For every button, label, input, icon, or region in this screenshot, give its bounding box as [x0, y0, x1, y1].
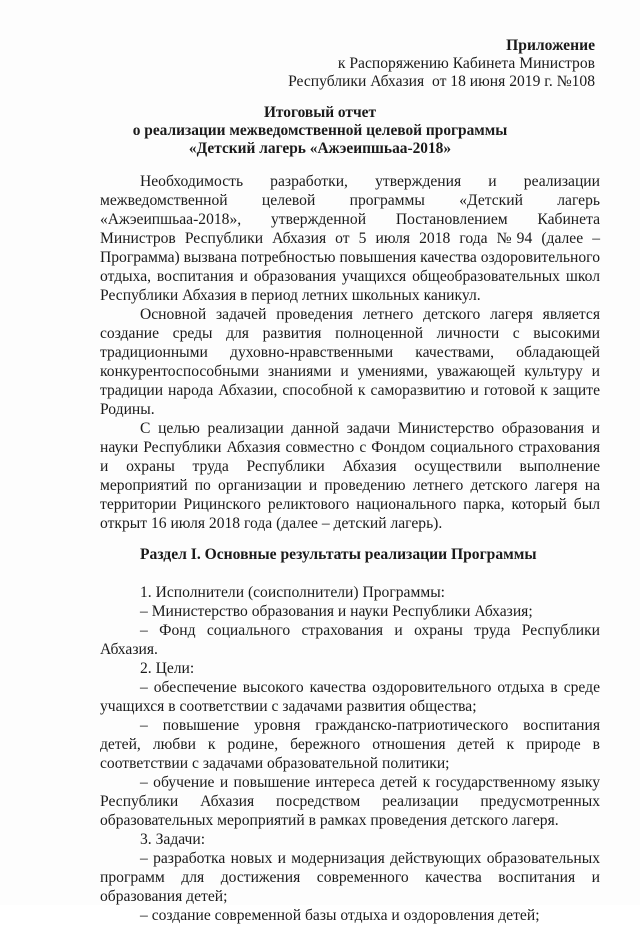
document-title — [60, 104, 580, 158]
appendix-line-2: Республики Абхазия от 18 июня 2019 г. №108 — [288, 73, 595, 90]
appendix-line-1: к Распоряжению Кабинета Министров — [337, 55, 595, 72]
title-line-2: о реализации межведомственной целевой программы — [132, 122, 508, 139]
item-3-heading: 3. Задачи: — [140, 831, 206, 848]
section-heading: Раздел I. Основные результаты реализации Программы — [140, 546, 537, 563]
appendix-header — [288, 37, 595, 91]
title-line-3: «Детский лагерь «Ажэеипшьаа-2018» — [188, 140, 452, 157]
item-1-heading: 1. Исполнители (соисполнители) Программы: — [140, 584, 445, 601]
item-3-entry: – создание современной базы отдыха и оздоровления детей; — [140, 907, 540, 924]
title-line-1: Итоговый отчет — [263, 104, 377, 121]
item-2-entry: – повышение уровня гражданско-патриотического воспитания детей, любви к родине, бережного отношения детей к природе в соответствии с задачами образовательной политики; — [100, 717, 600, 772]
item-2-entry: – обеспечение высокого качества оздоровительного отдыха в среде учащихся в соответствии с задачами развития общества; — [100, 679, 600, 715]
item-1-entry: – Министерство образования и науки Республики Абхазия; — [140, 603, 533, 620]
item-1-entry: – Фонд социального страхования и охраны труда Республики Абхазия. — [100, 622, 600, 658]
paragraph-intro: Необходимость разработки, утверждения и реализации межведомственной целевой программы «Детский лагерь «Ажэеипшьаа-2018», утвержденной Постановлением Кабинета Министров Республики Абхазия от 5 июля 2018 года №94 (далее – Программа) вызвана потребностью повышения качества оздоровительного отдыха, воспитания и образования учащихся общеобразовательных школ Республики Абхазия в период летних школьных каникул. — [100, 173, 600, 304]
paragraph-implementation: С целью реализации данной задачи Министерство образования и науки Республики Абхазия совместно с Фондом социального страхования и охраны труда Республики Абхазия осуществили выполнение мероприятий по организации и проведению летнего детского лагеря на территории Рицинского реликтового национального парка, который был открыт 16 июля 2018 года (далее – детский лагерь). — [100, 420, 600, 532]
item-2-entry: – обучение и повышение интереса детей к государственному языку Республики Абхазия посредством реализации предусмотренных образовательных мероприятий в рамках проведения детского лагеря. — [100, 774, 600, 829]
appendix-label: Приложение — [506, 37, 595, 54]
item-2-heading: 2. Цели: — [140, 660, 195, 677]
document-body — [100, 172, 600, 925]
item-3-entry: – разработка новых и модернизация действующих образовательных программ для достижения современного качества воспитания и образования детей; — [100, 850, 600, 905]
paragraph-main-task: Основной задачей проведения летнего детского лагеря является создание среды для развития полноценной личности с высокими традиционными духовно-нравственными качествами, обладающей конкурентоспособными знаниями и умениями, уважающей культуру и традиции народа Абхазии, способной к саморазвитию и готовой к защите Родины. — [100, 306, 600, 418]
